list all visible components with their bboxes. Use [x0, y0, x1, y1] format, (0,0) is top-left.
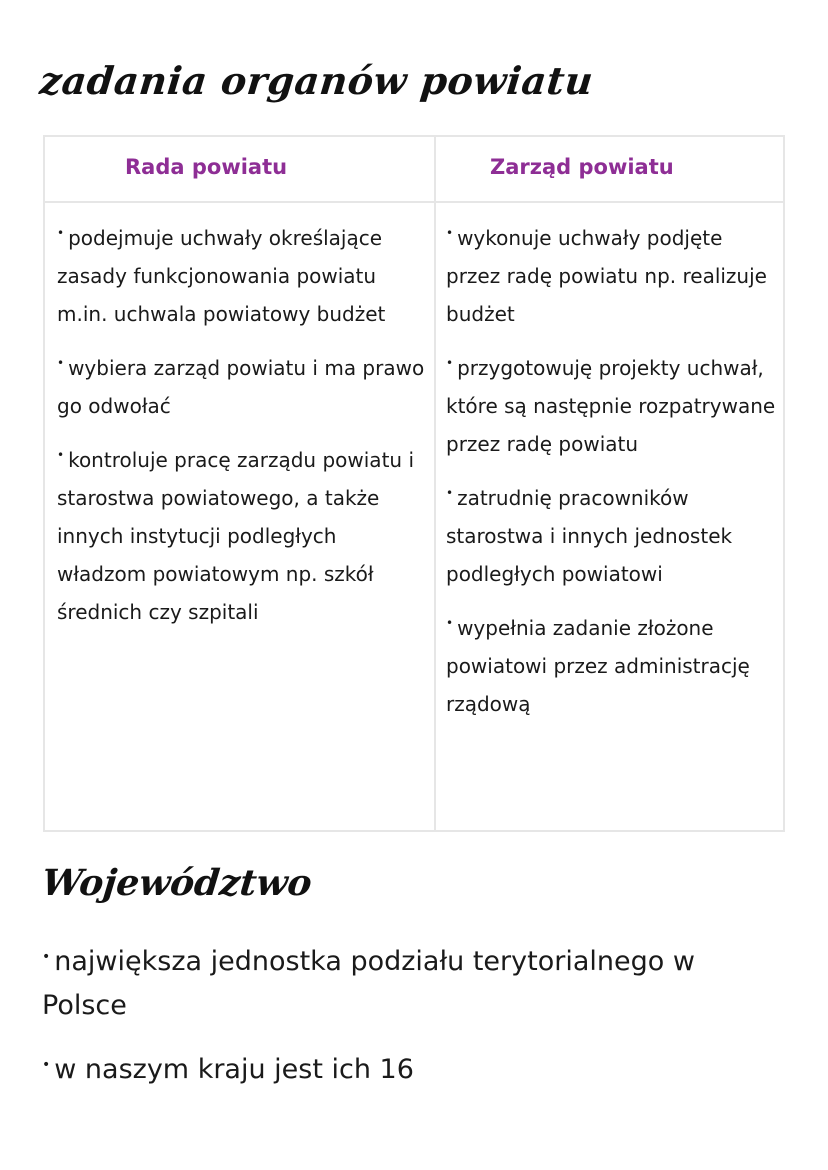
bullet-icon: • — [446, 356, 454, 370]
bullet-icon: • — [42, 1057, 51, 1073]
page-title: zadania organów powiatu — [37, 58, 596, 103]
list-item-text: wykonuje uchwały podjęte przez radę powiatu np. realizuje budżet — [446, 226, 767, 326]
bullet-icon: • — [57, 226, 65, 240]
list-item — [446, 479, 776, 593]
list-item — [446, 219, 776, 333]
list-item — [446, 609, 776, 723]
list-item-text: największa jednostka podziału terytorialnego w Polsce — [42, 946, 695, 1021]
bullet-icon: • — [42, 949, 51, 965]
list-item — [42, 940, 782, 1028]
list-item — [57, 219, 427, 333]
list-item-text: przygotowuję projekty uchwał, które są następnie rozpatrywane przez radę powiatu — [446, 356, 776, 456]
list-item — [446, 349, 776, 463]
list-item — [42, 1048, 782, 1092]
list-item-text: zatrudnię pracowników starostwa i innych jednostek podległych powiatowi — [446, 486, 733, 586]
wojewodztwo-list — [42, 940, 782, 1112]
bullet-icon: • — [446, 616, 454, 630]
bullet-icon: • — [57, 356, 65, 370]
comparison-table — [43, 135, 785, 832]
list-item — [57, 349, 427, 425]
bullet-icon: • — [446, 226, 454, 240]
list-item-text: podejmuje uchwały określające zasady funkcjonowania powiatu m.in. uchwala powiatowy budżet — [57, 226, 386, 326]
list-item-text: w naszym kraju jest ich 16 — [54, 1054, 414, 1085]
bullet-icon: • — [57, 448, 65, 462]
list-item-text: kontroluje pracę zarządu powiatu i starostwa powiatowego, a także innych instytucji podległych władzom powiatowym np. szkół średnich czy szpitali — [57, 448, 414, 624]
header-divider — [45, 201, 783, 203]
section-title-wojewodztwo: Województwo — [39, 862, 314, 904]
column-header-rada: Rada powiatu — [125, 155, 288, 179]
list-item-text: wypełnia zadanie złożone powiatowi przez administrację rządową — [446, 616, 750, 716]
column-divider — [434, 137, 436, 830]
rada-tasks-list — [57, 219, 427, 647]
list-item — [57, 441, 427, 631]
bullet-icon: • — [446, 486, 454, 500]
zarzad-tasks-list — [446, 219, 776, 739]
column-header-zarzad: Zarząd powiatu — [490, 155, 674, 179]
list-item-text: wybiera zarząd powiatu i ma prawo go odwołać — [57, 356, 425, 418]
